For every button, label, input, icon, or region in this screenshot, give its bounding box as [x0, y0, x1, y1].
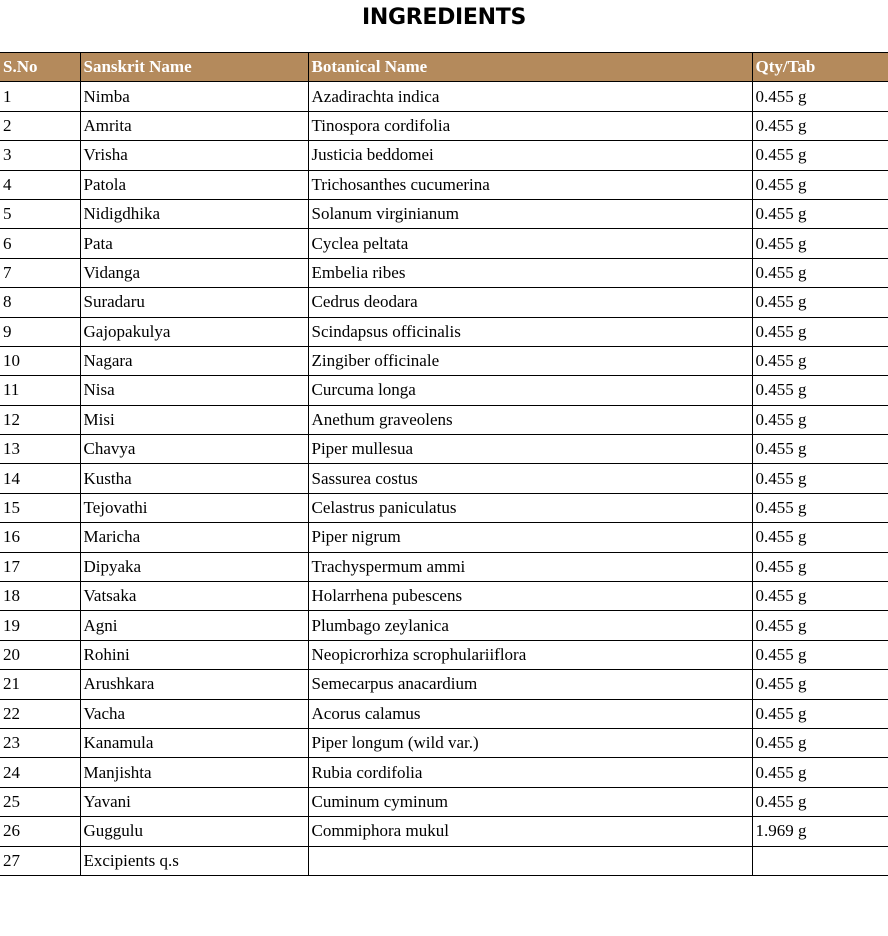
cell-sanskrit-name: Nimba — [80, 82, 308, 111]
cell-serial-number: 19 — [0, 611, 80, 640]
table-row — [0, 699, 888, 728]
cell-botanical-name: Cyclea peltata — [308, 229, 752, 258]
table-row — [0, 758, 888, 787]
cell-sanskrit-name: Kanamula — [80, 728, 308, 757]
cell-botanical-name — [308, 846, 752, 875]
cell-sanskrit-name: Vrisha — [80, 141, 308, 170]
cell-quantity — [752, 846, 888, 875]
table-row — [0, 846, 888, 875]
table-row — [0, 288, 888, 317]
cell-sanskrit-name: Pata — [80, 229, 308, 258]
cell-serial-number: 12 — [0, 405, 80, 434]
table-row — [0, 640, 888, 669]
cell-sanskrit-name: Chavya — [80, 435, 308, 464]
cell-serial-number: 4 — [0, 170, 80, 199]
cell-quantity: 0.455 g — [752, 670, 888, 699]
cell-quantity: 0.455 g — [752, 405, 888, 434]
cell-quantity: 0.455 g — [752, 376, 888, 405]
cell-serial-number: 7 — [0, 258, 80, 287]
cell-quantity: 0.455 g — [752, 787, 888, 816]
cell-quantity: 0.455 g — [752, 229, 888, 258]
cell-botanical-name: Scindapsus officinalis — [308, 317, 752, 346]
cell-quantity: 0.455 g — [752, 728, 888, 757]
cell-botanical-name: Solanum virginianum — [308, 199, 752, 228]
cell-serial-number: 10 — [0, 346, 80, 375]
table-row — [0, 405, 888, 434]
cell-serial-number: 15 — [0, 493, 80, 522]
cell-botanical-name: Trichosanthes cucumerina — [308, 170, 752, 199]
table-row — [0, 670, 888, 699]
cell-sanskrit-name: Amrita — [80, 111, 308, 140]
cell-quantity: 0.455 g — [752, 258, 888, 287]
cell-quantity: 0.455 g — [752, 346, 888, 375]
cell-botanical-name: Zingiber officinale — [308, 346, 752, 375]
cell-serial-number: 11 — [0, 376, 80, 405]
table-row — [0, 82, 888, 111]
table-row — [0, 728, 888, 757]
table-row — [0, 258, 888, 287]
header-botanical-name: Botanical Name — [308, 53, 752, 82]
cell-sanskrit-name: Suradaru — [80, 288, 308, 317]
table-row — [0, 464, 888, 493]
cell-botanical-name: Azadirachta indica — [308, 82, 752, 111]
cell-serial-number: 24 — [0, 758, 80, 787]
cell-serial-number: 20 — [0, 640, 80, 669]
cell-botanical-name: Neopicrorhiza scrophulariiflora — [308, 640, 752, 669]
cell-sanskrit-name: Manjishta — [80, 758, 308, 787]
cell-botanical-name: Justicia beddomei — [308, 141, 752, 170]
table-row — [0, 523, 888, 552]
cell-sanskrit-name: Nagara — [80, 346, 308, 375]
cell-serial-number: 21 — [0, 670, 80, 699]
cell-sanskrit-name: Dipyaka — [80, 552, 308, 581]
cell-botanical-name: Holarrhena pubescens — [308, 582, 752, 611]
page-title: INGREDIENTS — [361, 5, 527, 30]
table-header-row — [0, 53, 888, 82]
cell-quantity: 0.455 g — [752, 288, 888, 317]
cell-quantity: 0.455 g — [752, 582, 888, 611]
cell-botanical-name: Celastrus paniculatus — [308, 493, 752, 522]
cell-serial-number: 14 — [0, 464, 80, 493]
cell-sanskrit-name: Guggulu — [80, 817, 308, 846]
cell-quantity: 0.455 g — [752, 611, 888, 640]
cell-botanical-name: Cedrus deodara — [308, 288, 752, 317]
cell-quantity: 1.969 g — [752, 817, 888, 846]
cell-sanskrit-name: Tejovathi — [80, 493, 308, 522]
cell-quantity: 0.455 g — [752, 640, 888, 669]
cell-sanskrit-name: Gajopakulya — [80, 317, 308, 346]
cell-quantity: 0.455 g — [752, 758, 888, 787]
cell-serial-number: 1 — [0, 82, 80, 111]
cell-quantity: 0.455 g — [752, 82, 888, 111]
table-row — [0, 552, 888, 581]
cell-serial-number: 2 — [0, 111, 80, 140]
cell-sanskrit-name: Misi — [80, 405, 308, 434]
cell-botanical-name: Semecarpus anacardium — [308, 670, 752, 699]
cell-serial-number: 9 — [0, 317, 80, 346]
cell-sanskrit-name: Patola — [80, 170, 308, 199]
table-row — [0, 817, 888, 846]
cell-quantity: 0.455 g — [752, 111, 888, 140]
cell-quantity: 0.455 g — [752, 464, 888, 493]
table-row — [0, 229, 888, 258]
cell-sanskrit-name: Nidigdhika — [80, 199, 308, 228]
table-row — [0, 141, 888, 170]
table-row — [0, 611, 888, 640]
cell-serial-number: 16 — [0, 523, 80, 552]
header-quantity-per-tablet: Qty/Tab — [752, 53, 888, 82]
cell-serial-number: 17 — [0, 552, 80, 581]
cell-serial-number: 6 — [0, 229, 80, 258]
table-row — [0, 346, 888, 375]
cell-botanical-name: Piper mullesua — [308, 435, 752, 464]
table-body — [0, 82, 888, 876]
cell-serial-number: 18 — [0, 582, 80, 611]
cell-sanskrit-name: Vatsaka — [80, 582, 308, 611]
cell-botanical-name: Tinospora cordifolia — [308, 111, 752, 140]
cell-sanskrit-name: Nisa — [80, 376, 308, 405]
cell-serial-number: 26 — [0, 817, 80, 846]
cell-quantity: 0.455 g — [752, 199, 888, 228]
cell-sanskrit-name: Arushkara — [80, 670, 308, 699]
cell-serial-number: 27 — [0, 846, 80, 875]
cell-botanical-name: Rubia cordifolia — [308, 758, 752, 787]
cell-quantity: 0.455 g — [752, 141, 888, 170]
cell-serial-number: 23 — [0, 728, 80, 757]
cell-quantity: 0.455 g — [752, 699, 888, 728]
cell-quantity: 0.455 g — [752, 170, 888, 199]
cell-sanskrit-name: Rohini — [80, 640, 308, 669]
cell-quantity: 0.455 g — [752, 435, 888, 464]
table-row — [0, 493, 888, 522]
cell-botanical-name: Cuminum cyminum — [308, 787, 752, 816]
cell-botanical-name: Curcuma longa — [308, 376, 752, 405]
table-row — [0, 582, 888, 611]
table-row — [0, 376, 888, 405]
cell-botanical-name: Anethum graveolens — [308, 405, 752, 434]
cell-quantity: 0.455 g — [752, 317, 888, 346]
cell-sanskrit-name: Maricha — [80, 523, 308, 552]
table-row — [0, 317, 888, 346]
cell-sanskrit-name: Kustha — [80, 464, 308, 493]
cell-quantity: 0.455 g — [752, 493, 888, 522]
cell-botanical-name: Acorus calamus — [308, 699, 752, 728]
cell-botanical-name: Commiphora mukul — [308, 817, 752, 846]
cell-serial-number: 3 — [0, 141, 80, 170]
cell-quantity: 0.455 g — [752, 523, 888, 552]
table-row — [0, 435, 888, 464]
cell-sanskrit-name: Vacha — [80, 699, 308, 728]
cell-serial-number: 8 — [0, 288, 80, 317]
cell-botanical-name: Embelia ribes — [308, 258, 752, 287]
cell-sanskrit-name: Agni — [80, 611, 308, 640]
ingredients-table — [0, 52, 888, 876]
table-row — [0, 199, 888, 228]
table-row — [0, 111, 888, 140]
cell-serial-number: 22 — [0, 699, 80, 728]
header-sanskrit-name: Sanskrit Name — [80, 53, 308, 82]
cell-serial-number: 13 — [0, 435, 80, 464]
cell-sanskrit-name: Yavani — [80, 787, 308, 816]
cell-serial-number: 25 — [0, 787, 80, 816]
table-row — [0, 787, 888, 816]
header-serial-number: S.No — [0, 53, 80, 82]
cell-serial-number: 5 — [0, 199, 80, 228]
table-row — [0, 170, 888, 199]
cell-botanical-name: Trachyspermum ammi — [308, 552, 752, 581]
cell-botanical-name: Plumbago zeylanica — [308, 611, 752, 640]
cell-sanskrit-name: Excipients q.s — [80, 846, 308, 875]
cell-botanical-name: Sassurea costus — [308, 464, 752, 493]
cell-sanskrit-name: Vidanga — [80, 258, 308, 287]
cell-botanical-name: Piper nigrum — [308, 523, 752, 552]
cell-quantity: 0.455 g — [752, 552, 888, 581]
cell-botanical-name: Piper longum (wild var.) — [308, 728, 752, 757]
